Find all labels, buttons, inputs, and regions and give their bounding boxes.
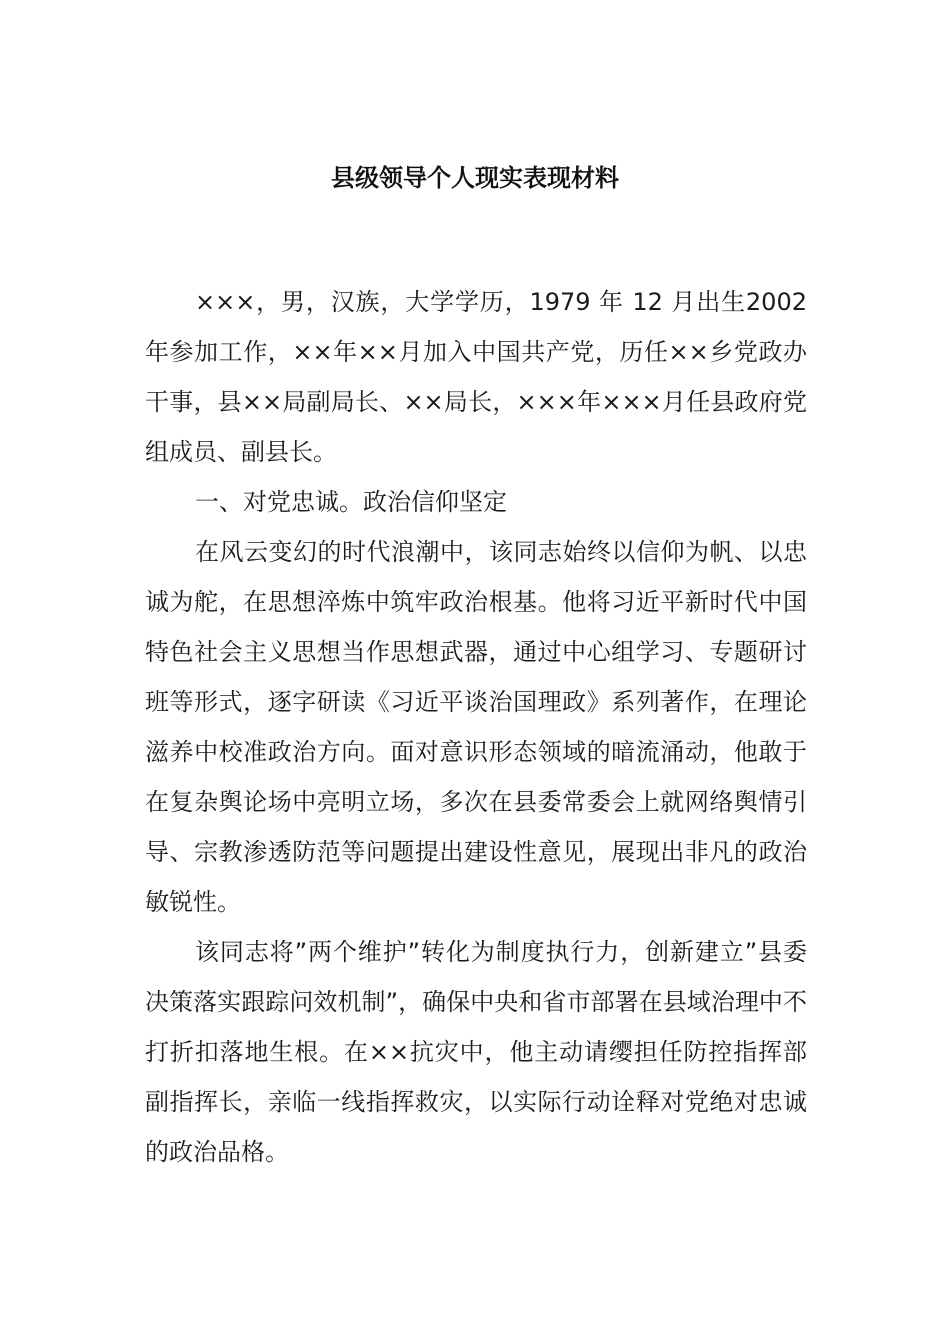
paragraph-bio: ×××，男，汉族，大学学历，1979 年 12 月出生2002 年参加工作，××年××月加入中国共产党，历任××乡党政办干事，县××局副局长、××局长，×××年×××月任县政府党组成员、副县长。 [145,288,807,466]
paragraph-two-safeguards: 该同志将”两个维护”转化为制度执行力，创新建立”县委决策落实跟踪问效机制”，确保中央和省市部署在县域治理中不打折扣落地生根。在××抗灾中，他主动请缨担任防控指挥部副指挥长，亲临一线指挥救灾，以实际行动诠释对党绝对忠诚的政治品格。 [145,938,807,1166]
document-title: 县级领导个人现实表现材料 [331,164,619,192]
paragraph-political-belief: 在风云变幻的时代浪潮中，该同志始终以信仰为帆、以忠诚为舵，在思想淬炼中筑牢政治根基。他将习近平新时代中国特色社会主义思想当作思想武器，通过中心组学习、专题研讨班等形式，逐字研读《习近平谈治国理政》系列著作，在理论滋养中校准政治方向。面对意识形态领域的暗流涌动，他敢于在复杂舆论场中亮明立场，多次在县委常委会上就网络舆情引导、宗教渗透防范等问题提出建设性意见，展现出非凡的政治敏锐性。 [145,538,807,916]
section-heading-loyalty: 一、对党忠诚。政治信仰坚定 [195,488,507,516]
document-body [145,277,807,1177]
